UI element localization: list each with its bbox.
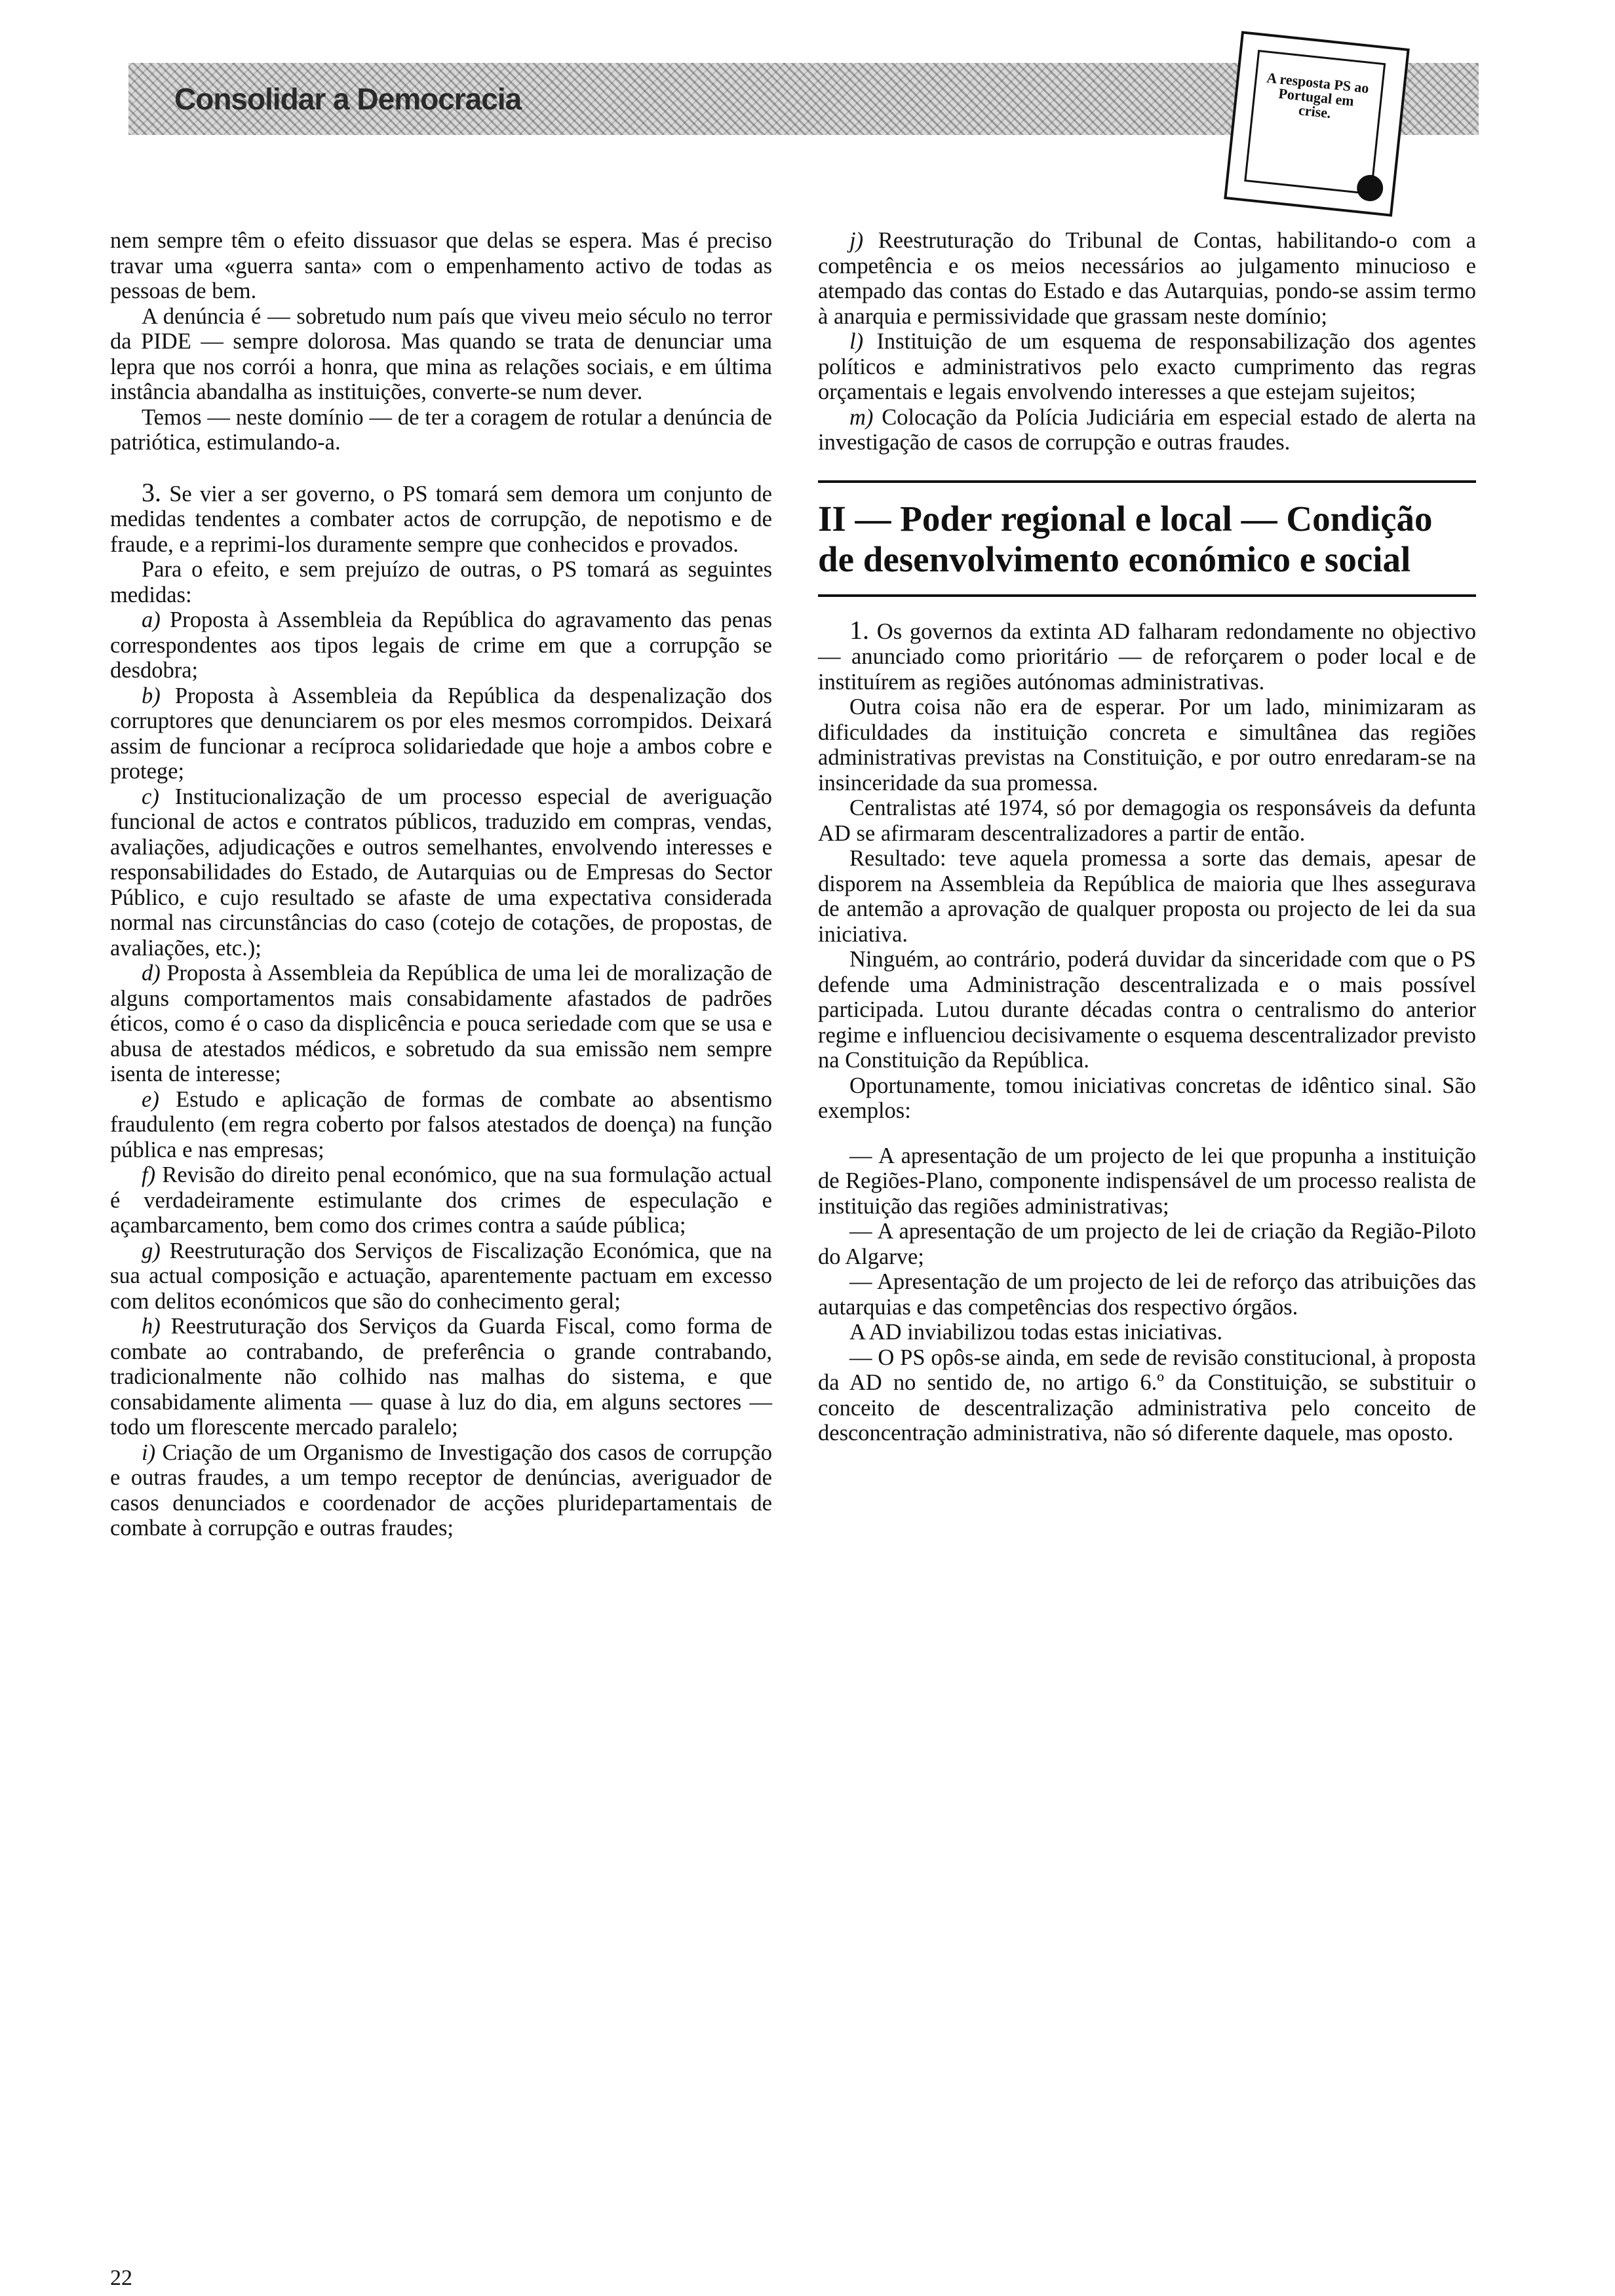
measure-text: Estudo e aplicação de formas de combate ao absentismo fraudulento (em regra coberto por falsos atestados de doença) na função pública e nas empresas; <box>110 1086 772 1162</box>
measure-item <box>110 683 772 784</box>
section-heading: II — Poder regional e local — Condição de desenvolvimento económico e social <box>818 498 1433 579</box>
example-item: — Apresentação de um projecto de lei de reforço das atribuições das autarquias e das competências dos respectivo órgãos. <box>818 1269 1476 1320</box>
point-text: Se vier a ser governo, o PS tomará sem demora um conjunto de medidas tendentes a combater actos de corrupção, de nepotismo e de fraude, e a reprimi-los duramente sempre que conhecidos e provados. <box>110 481 772 557</box>
measure-item <box>110 1314 772 1440</box>
heading-bottom-rule <box>818 594 1476 597</box>
paragraph: Temos — neste domínio — de ter a coragem de rotular a denúncia de patriótica, estimulando-a. <box>110 404 772 455</box>
measures-intro: Para o efeito, e sem prejuízo de outras, o PS tomará as seguintes medidas: <box>110 557 772 607</box>
paragraph: Outra coisa não era de esperar. Por um lado, minimizaram as dificuldades da instituição concreta e simultânea das regiões administrativas previstas na Constituição, e por outro enredaram-se na insinceridade da sua promessa. <box>818 695 1476 795</box>
measure-letter: m) <box>849 404 874 430</box>
measure-item <box>110 1238 772 1314</box>
measure-text: Reestruturação dos Serviços da Guarda Fiscal, como forma de combate ao contrabando, de preferência o grande contrabando, tradicionalmente não colhido nas malhas do sistema, e que consabidamente alimenta — quase à luz do dia, em alguns sectores — todo um florescente mercado paralelo; <box>110 1314 773 1440</box>
measure-text: Proposta à Assembleia da República da despenalização dos corruptores que denunciarem os por eles mesmos corrompidos. Deixará assim de funcionar a recíproca solidariedade que hoje a ambos cobre e protege; <box>110 683 773 784</box>
measure-item <box>110 784 772 961</box>
measure-text: Criação de um Organismo de Investigação dos casos de corrupção e outras fraudes, a um tempo receptor de denúncias, averiguador de casos denunciados e coordenador de acções pluridepartamentais de combate à corrupção e outras fraudes; <box>110 1440 772 1540</box>
measure-item <box>110 961 772 1087</box>
paragraph: Centralistas até 1974, só por demagogia os responsáveis da defunta AD se afirmaram descentralizadores a partir de então. <box>818 795 1476 846</box>
final-paragraph: — O PS opôs-se ainda, em sede de revisão constitucional, à proposta da AD no sentido de, no artigo 6.º da Constituição, se substituir o conceito de descentralização administrativa pelo conceito de desconcentração administrativa, não só diferente daquele, mas oposto. <box>818 1345 1476 1445</box>
page-number: 22 <box>110 2266 132 2290</box>
measure-text: Reestruturação dos Serviços de Fiscalização Económica, que na sua actual composição e actuação, aparentemente pactuam em excesso com delitos económicos que são do conhecimento geral; <box>110 1238 772 1314</box>
paragraph: nem sempre têm o efeito dissuasor que delas se espera. Mas é preciso travar uma «guerra santa» com o empenhamento activo de todas as pessoas de bem. <box>110 228 772 303</box>
ad-sentence: A AD inviabilizou todas estas iniciativas. <box>849 1320 1223 1345</box>
measure-letter: i) <box>142 1440 156 1465</box>
point-1-paragraph <box>818 615 1476 695</box>
measure-letter: a) <box>142 607 161 632</box>
measure-letter: j) <box>849 228 864 253</box>
paragraph: Resultado: teve aquela promessa a sorte das demais, apesar de disporem na Assembleia da República de maioria que lhes assegurava de antemão a aprovação de qualquer proposta ou projecto de lei da sua iniciativa. <box>818 846 1476 947</box>
point-number: 1. <box>849 615 869 645</box>
stamp-text: A resposta PS ao Portugal em crise. <box>1266 69 1370 122</box>
measure-letter: b) <box>142 683 161 708</box>
paragraph: A denúncia é — sobretudo num país que viveu meio século no terror da PIDE — sempre dolorosa. Mas quando se trata de denunciar uma lepra que nos corrói a honra, que mina as relações sociais, e em última instância abandalha as instituições, converte-se num dever. <box>110 303 772 404</box>
measure-item <box>818 405 1476 455</box>
left-column <box>110 228 772 1541</box>
paragraph: Oportunamente, tomou iniciativas concretas de idêntico sinal. São exemplos: <box>818 1073 1476 1123</box>
campaign-stamp <box>1224 31 1410 217</box>
measure-text: Institucionalização de um processo especial de averiguação funcional de actos e contratos públicos, traduzido em compras, vendas, avaliações, adjudicações e outros semelhantes, envolvendo interesses e responsabilidades do Estado, de Autarquias ou de Empresas do Sector Público, e cujo resultado se afaste de uma expectativa considerada normal nas circunstâncias do caso (cotejo de cotações, de propostas, de avaliações, etc.); <box>110 784 773 961</box>
right-column <box>818 228 1476 1446</box>
point-3-paragraph <box>110 477 772 558</box>
measure-item <box>110 1162 772 1238</box>
measure-item <box>110 1087 772 1163</box>
measure-letter: e) <box>142 1086 159 1112</box>
measure-text: Revisão do direito penal económico, que na sua formulação actual é verdadeiramente estimulante dos crimes de especulação e açambarcamento, bem como dos crimes contra a saúde pública; <box>110 1162 773 1238</box>
measure-text: Instituição de um esquema de responsabilização dos agentes políticos e administrativos pelo exacto cumprimento das regras orçamentais e legais envolvendo interesses a que estejam sujeitos; <box>818 329 1477 404</box>
measure-text: Proposta à Assembleia da República do agravamento das penas correspondentes aos tipos legais de crime em que a corrupção se desdobra; <box>110 607 772 683</box>
measure-letter: g) <box>142 1238 161 1263</box>
point-number: 3. <box>142 477 161 507</box>
point-text: Os governos da extinta AD falharam redondamente no objectivo — anunciado como prioritário — de reforçarem o poder local e de instituírem as regiões autónomas administrativas. <box>818 619 1476 695</box>
measure-letter: h) <box>142 1314 161 1339</box>
measure-item <box>110 607 772 683</box>
measure-item <box>818 228 1476 329</box>
paragraph: Ninguém, ao contrário, poderá duvidar da sinceridade com que o PS defende uma Administração descentralizada e o mais possível participada. Lutou durante décadas contra o centralismo do anterior regime e influenciou decisivamente o esquema descentralizador previsto na Constituição da República. <box>818 947 1476 1073</box>
measure-text: Reestruturação do Tribunal de Contas, habilitando-o com a competência e os meios necessários ao julgamento minucioso e atempado das contas do Estado e das Autarquias, pondo-se assim termo à anarquia e permissividade que grassam neste domínio; <box>818 228 1476 329</box>
measure-letter: d) <box>142 961 161 985</box>
measure-text: Colocação da Polícia Judiciária em especial estado de alerta na investigação de casos de corrupção e outras fraudes. <box>818 404 1476 455</box>
measure-item <box>818 329 1476 405</box>
measure-text: Proposta à Assembleia da República de uma lei de moralização de alguns comportamentos mais consabidamente afastados de padrões éticos, como é o caso da displicência e pouca seriedade com que se usa e abusa de atestados médicos, e sobretudo da sua emissão nem sempre isenta de interesse; <box>110 961 773 1086</box>
example-item: — A apresentação de um projecto de lei de criação da Região-Piloto do Algarve; <box>818 1219 1476 1269</box>
measure-letter: l) <box>849 329 864 354</box>
example-item: — A apresentação de um projecto de lei que propunha a instituição de Regiões-Plano, componente indispensável de um processo realista de instituição das regiões administrativas; <box>818 1143 1476 1219</box>
measure-letter: c) <box>142 784 159 809</box>
measure-letter: f) <box>142 1162 156 1187</box>
heading-top-rule <box>818 480 1476 483</box>
measure-item <box>110 1440 772 1541</box>
section-label: Consolidar a Democracia <box>174 82 522 116</box>
